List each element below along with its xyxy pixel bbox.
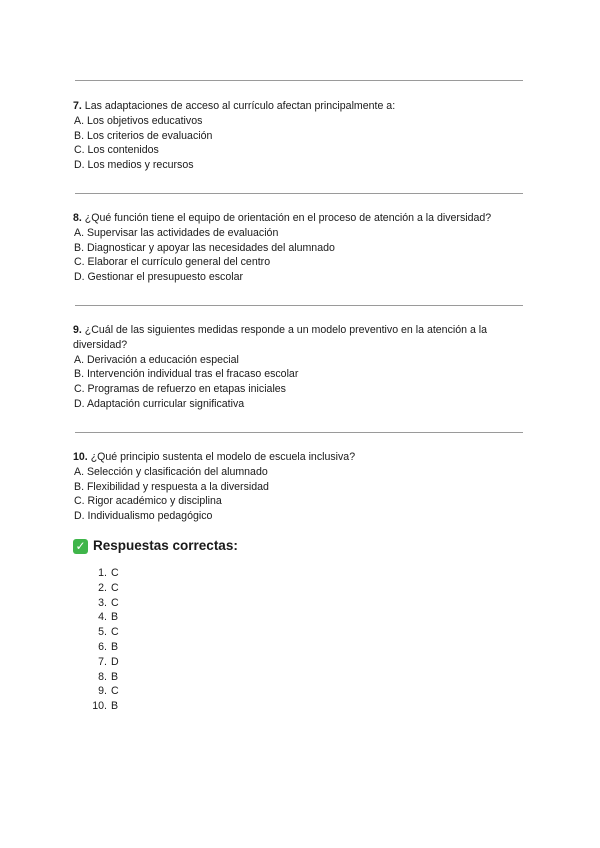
answers-heading [73, 537, 238, 555]
answer-list [87, 566, 119, 714]
answer-number: 6. [98, 640, 107, 653]
option-a: A. Derivación a educación especial [74, 353, 239, 366]
option-d: D. Individualismo pedagógico [74, 510, 213, 523]
question-number: 10. [73, 451, 88, 463]
question-7 [73, 99, 523, 173]
answer-number: 7. [98, 655, 107, 668]
divider [75, 432, 523, 433]
question-number: 9. [73, 324, 82, 336]
option-a: A. Los objetivos educativos [74, 114, 203, 127]
list-item [87, 640, 119, 655]
option-d: D. Los medios y recursos [74, 159, 194, 172]
question-prompt: ¿Qué principio sustenta el modelo de escuela inclusiva? [90, 451, 356, 463]
divider [75, 305, 523, 306]
list-item [87, 610, 119, 625]
question-prompt: ¿Cuál de las siguientes medidas responde a un modelo preventivo en la atención a la diversidad? [73, 324, 488, 351]
question-10 [73, 450, 523, 524]
option-a: A. Selección y clasificación del alumnado [74, 465, 268, 478]
answer-value: C [111, 581, 119, 594]
question-9 [73, 323, 523, 412]
list-item [87, 699, 119, 714]
answer-number: 10. [92, 700, 107, 713]
question-text [73, 99, 523, 114]
answer-value: B [111, 670, 119, 683]
question-8 [73, 211, 523, 285]
option-b: B. Flexibilidad y respuesta a la diversidad [74, 480, 269, 493]
question-text [73, 323, 523, 353]
list-item [87, 655, 119, 670]
option-d: D. Gestionar el presupuesto escolar [74, 271, 243, 284]
answer-number: 2. [98, 581, 107, 594]
option-c: C. Programas de refuerzo en etapas iniciales [74, 383, 286, 396]
answer-value: B [111, 700, 119, 713]
answer-value: D [111, 655, 119, 668]
option-c: C. Rigor académico y disciplina [74, 495, 222, 508]
answer-number: 8. [98, 670, 107, 683]
option-a: A. Supervisar las actividades de evaluación [74, 226, 279, 239]
answer-value: B [111, 640, 119, 653]
answer-number: 1. [98, 567, 107, 579]
list-item [87, 670, 119, 685]
answer-value: C [111, 626, 119, 639]
answer-value: C [111, 596, 119, 609]
list-item [87, 625, 119, 640]
divider [75, 193, 523, 194]
answer-value: C [111, 567, 119, 579]
list-item [87, 596, 119, 611]
answer-number: 4. [98, 611, 107, 624]
answer-number: 9. [98, 685, 107, 698]
option-c: C. Los contenidos [74, 144, 159, 157]
check-mark-icon: ✓ [73, 539, 88, 554]
answer-number: 5. [98, 626, 107, 639]
answer-value: C [111, 685, 119, 698]
answer-value: B [111, 611, 119, 624]
question-prompt: Las adaptaciones de acceso al currículo afectan principalmente a: [84, 100, 396, 112]
option-b: B. Diagnosticar y apoyar las necesidades del alumnado [74, 241, 335, 254]
answers-title: Respuestas correctas: [93, 538, 238, 553]
question-number: 8. [73, 212, 82, 224]
list-item [87, 684, 119, 699]
option-b: B. Los criterios de evaluación [74, 129, 213, 142]
answer-number: 3. [98, 596, 107, 609]
option-b: B. Intervención individual tras el fracaso escolar [74, 368, 299, 381]
option-c: C. Elaborar el currículo general del centro [74, 256, 271, 269]
question-text [73, 211, 523, 226]
list-item [87, 581, 119, 596]
question-prompt: ¿Qué función tiene el equipo de orientación en el proceso de atención a la diversidad? [84, 212, 492, 224]
divider [75, 80, 523, 81]
question-text [73, 450, 523, 465]
list-item [87, 566, 119, 581]
option-d: D. Adaptación curricular significativa [74, 397, 245, 410]
question-number: 7. [73, 100, 82, 112]
